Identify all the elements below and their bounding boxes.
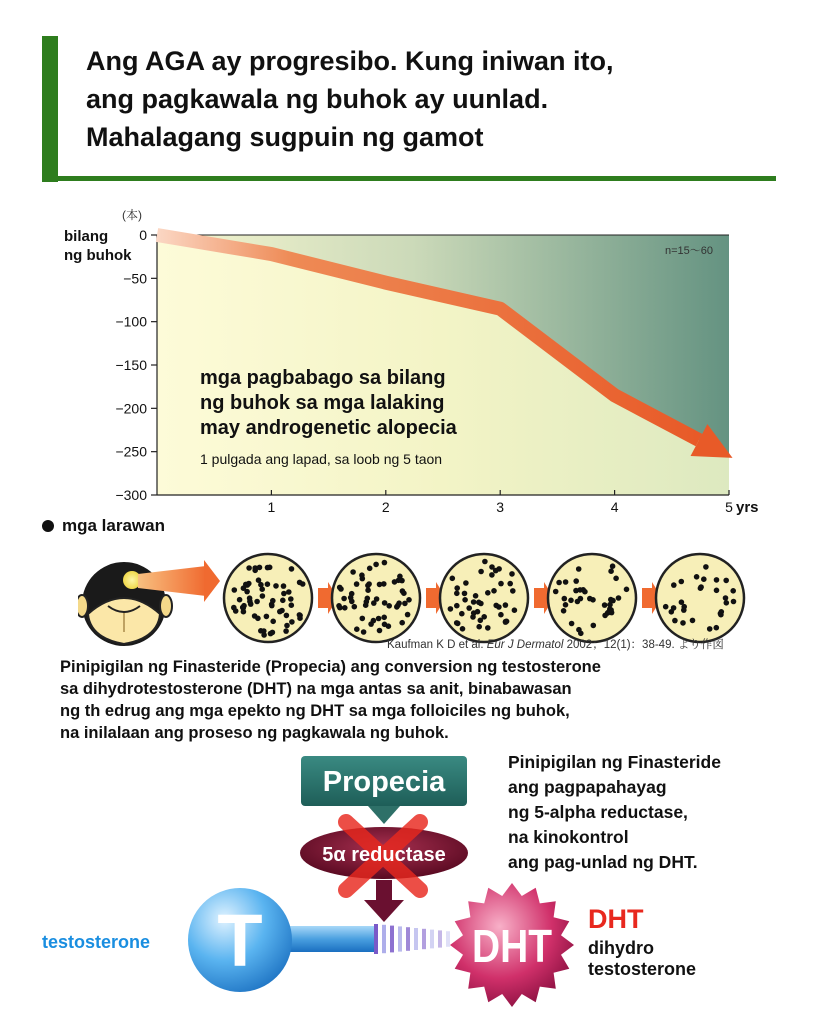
dht-heading: DHT: [588, 904, 644, 934]
chart-caption-line1: mga pagbabago sa bilang: [200, 367, 446, 389]
y-tick-label: −150: [115, 357, 147, 373]
title-line: ang pagkawala ng buhok ay uunlad.: [86, 84, 549, 114]
conversion-stripes: [374, 924, 450, 954]
note-line: ang pag-unlad ng DHT.: [508, 852, 698, 872]
dht-full-line: dihydro: [588, 938, 654, 958]
bullet-dot-icon: [42, 520, 54, 532]
dht-full-line: testosterone: [588, 959, 697, 979]
y-tick-label: −100: [115, 313, 147, 330]
citation-details: 2002；12(1)：38-49. より作図: [566, 639, 724, 651]
header-accent-bar: [42, 36, 58, 182]
conversion-bar: [280, 926, 374, 952]
title-line: Mahalagang sugpuin ng gamot: [86, 122, 484, 152]
citation-journal: Eur J Dermatol: [486, 639, 564, 651]
header-divider: [42, 176, 776, 181]
enzyme-down-shaft: [376, 880, 392, 902]
explanation-line: ng th edrug ang mga epekto ng DHT sa mga folloiciles ng buhok,: [60, 702, 570, 720]
propecia-label: Propecia: [322, 766, 446, 798]
chart-caption-line2: ng buhok sa mga lalaking: [200, 392, 445, 414]
samples-label: mga larawan: [62, 516, 165, 535]
enzyme-down-arrow: [364, 900, 404, 922]
page-title: [86, 42, 786, 156]
scalp-sample-circle: [656, 554, 744, 642]
y-axis-label-line2: ng buhok: [64, 247, 132, 264]
y-tick-label: −200: [115, 400, 147, 417]
y-axis-label-line1: bilang: [64, 228, 109, 245]
explanation-line: na inilalaan ang proseso ng pagkawala ng buhok.: [60, 724, 449, 742]
sample-size-note: n=15〜60: [665, 245, 714, 257]
citation-authors: Kaufman K D et al.: [387, 639, 484, 651]
chart-caption-line3: may androgenetic alopecia: [200, 417, 457, 439]
testosterone-letter: T: [217, 899, 263, 982]
dht-full-name: [588, 938, 696, 980]
chart-caption-sub: 1 pulgada ang lapad, sa loob ng 5 taon: [200, 451, 443, 467]
note-line: na kinokontrol: [508, 827, 629, 847]
x-tick-label: 3: [496, 499, 505, 515]
scalp-sample-circle: [332, 554, 420, 642]
y-unit: (本): [122, 208, 142, 222]
scalp-sample-circle: [440, 554, 528, 642]
note-line: ang pagpapahayag: [508, 777, 667, 797]
enzyme-label: 5α reductase: [322, 844, 446, 866]
scalp-sample-circle: [224, 554, 312, 642]
y-tick-label: −50: [123, 270, 147, 287]
y-tick-label: 0: [139, 227, 147, 243]
zoom-arrow-head: [204, 560, 220, 602]
hair-count-chart: [0, 200, 814, 522]
note-line: ng 5-alpha reductase,: [508, 802, 688, 822]
testosterone-label: testosterone: [42, 932, 151, 952]
y-tick-label: −250: [115, 443, 147, 460]
explanation-text: [60, 656, 780, 744]
y-tick-label: −300: [115, 487, 147, 503]
dht-badge-label: DHT: [472, 920, 552, 972]
citation: [387, 636, 724, 652]
explanation-line: Pinipigilan ng Finasteride (Propecia) ang conversion ng testosterone: [60, 658, 601, 676]
x-tick-label: 4: [610, 499, 619, 515]
explanation-line: sa dihydrotestosterone (DHT) na mga antas sa anit, binabawasan: [60, 680, 572, 698]
finasteride-note: [508, 750, 798, 875]
propecia-down-arrow: [368, 806, 400, 824]
x-tick-label: 1: [267, 499, 276, 515]
x-tick-label: 5: [725, 499, 733, 515]
x-tick-label: 2: [381, 499, 390, 515]
title-line: Ang AGA ay progresibo. Kung iniwan ito,: [86, 46, 614, 76]
x-axis-unit: yrs: [736, 499, 759, 516]
note-line: Pinipigilan ng Finasteride: [508, 752, 721, 772]
scalp-sample-circle: [548, 554, 636, 642]
